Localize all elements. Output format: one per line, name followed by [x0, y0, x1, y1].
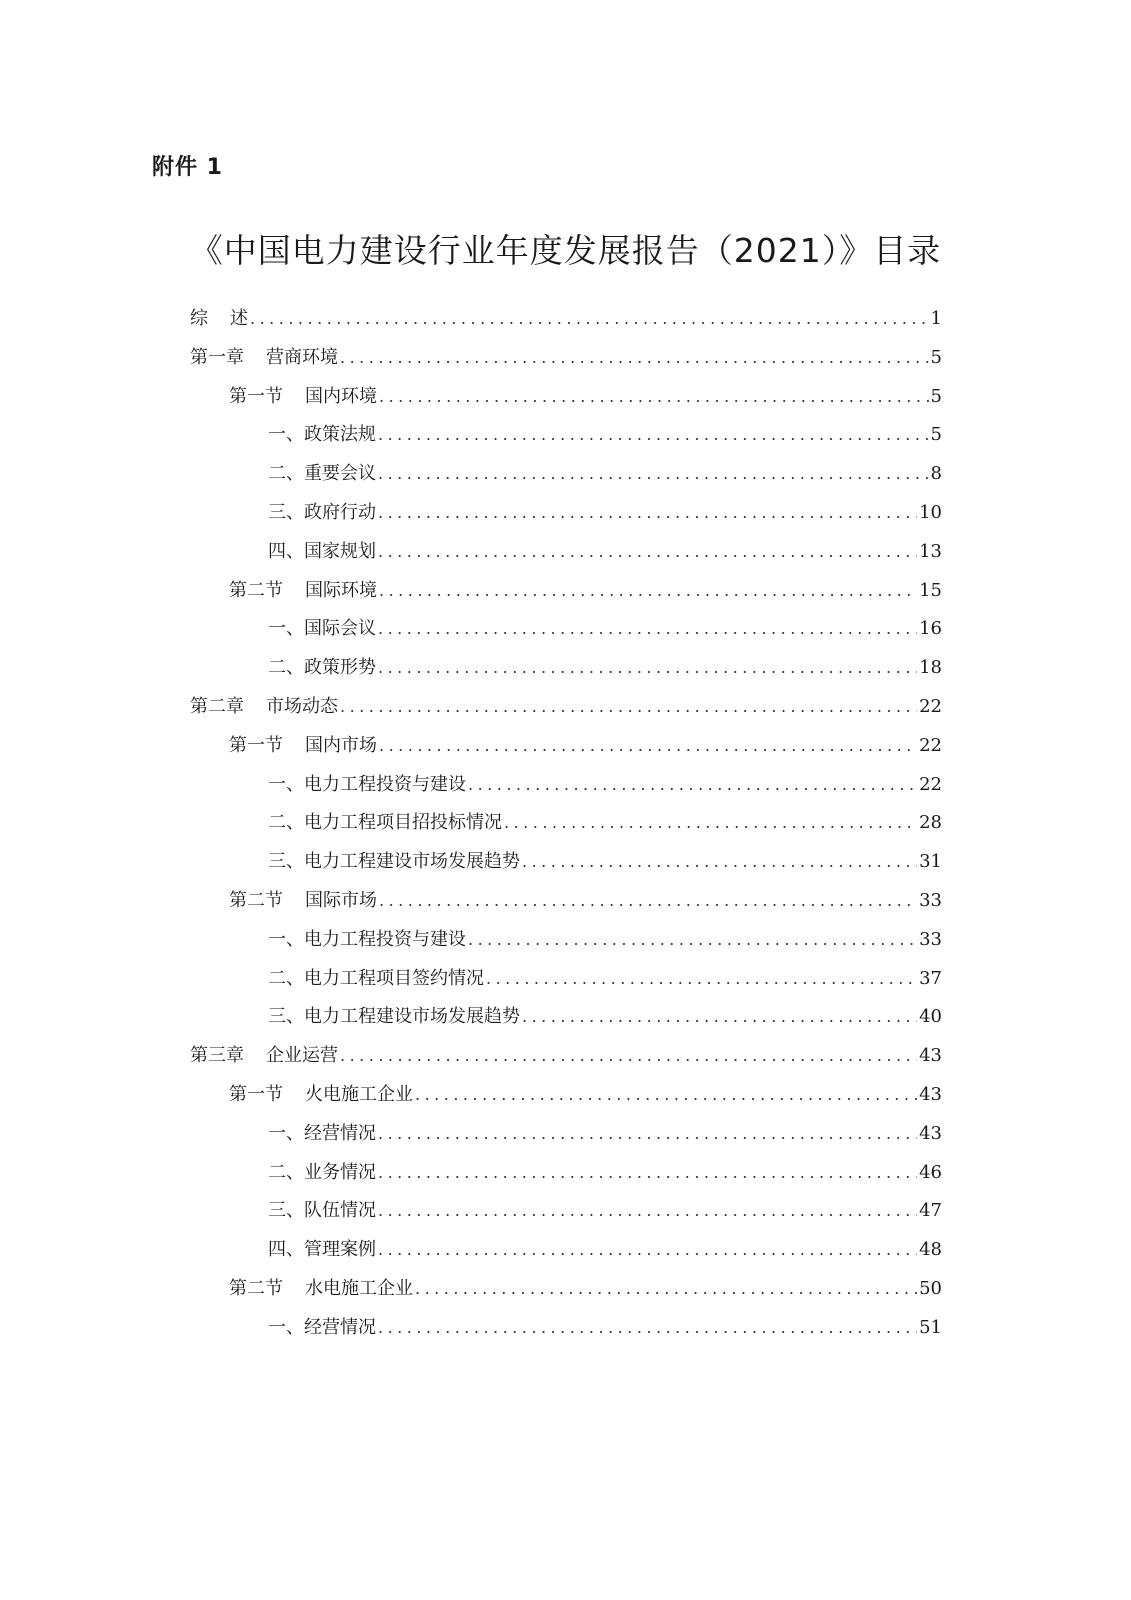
toc-page-number: 5 [930, 346, 942, 368]
toc-entry-line [268, 809, 942, 837]
toc-entry-label [190, 693, 338, 721]
document-title: 《中国电力建设行业年度发展报告（2021）》目录 [189, 231, 942, 270]
toc-entry-label [190, 305, 248, 333]
toc-entry-gap [283, 732, 305, 760]
toc-entry-line [190, 305, 942, 333]
toc-dot-leader [378, 615, 917, 643]
toc-entry[interactable] [0, 965, 1131, 1004]
toc-entry-gap [244, 1042, 266, 1070]
toc-dot-leader [486, 965, 917, 993]
toc-entry-label [268, 1197, 376, 1225]
toc-entry[interactable] [0, 1159, 1131, 1198]
toc-page-number: 8 [930, 463, 942, 485]
toc-page-number: 40 [919, 1006, 942, 1028]
toc-entry[interactable] [0, 771, 1131, 810]
toc-page-number: 18 [919, 657, 942, 679]
toc-entry-label [268, 1159, 376, 1187]
toc-entry-line [268, 460, 942, 488]
toc-entry[interactable] [0, 577, 1131, 616]
toc-dot-leader [340, 693, 917, 721]
toc-entry-line [229, 887, 942, 915]
toc-entry-text: 四、国家规划 [268, 540, 376, 562]
toc-entry-label [190, 1042, 338, 1070]
toc-entry-line [229, 577, 942, 605]
toc-entry-label [268, 499, 376, 527]
toc-entry-label [229, 383, 377, 411]
toc-page-number: 31 [919, 851, 942, 873]
toc-entry-text: 火电施工企业 [305, 1083, 413, 1105]
toc-entry-text: 一、经营情况 [268, 1122, 376, 1144]
toc-page-number: 43 [919, 1083, 942, 1105]
toc-entry-prefix: 第一节 [229, 734, 283, 756]
toc-entry-prefix: 第一节 [229, 385, 283, 407]
toc-entry-label [268, 1003, 520, 1031]
toc-dot-leader [378, 1159, 917, 1187]
toc-entry-text: 市场动态 [266, 695, 338, 717]
toc-entry-label [268, 848, 520, 876]
toc-entry-gap [208, 305, 230, 333]
toc-page-number: 43 [919, 1045, 942, 1067]
toc-entry[interactable] [0, 1314, 1131, 1353]
toc-dot-leader [340, 344, 929, 372]
toc-page-number: 5 [930, 424, 942, 446]
toc-page-number: 1 [930, 308, 942, 329]
toc-entry[interactable] [0, 848, 1131, 887]
toc-dot-leader [378, 499, 917, 527]
toc-entry[interactable] [0, 732, 1131, 771]
toc-entry-label [268, 421, 376, 449]
toc-entry-line [268, 421, 942, 449]
toc-page-number: 22 [919, 734, 942, 756]
toc-entry[interactable] [0, 538, 1131, 577]
toc-entry[interactable] [0, 1197, 1131, 1236]
toc-entry-label [268, 654, 376, 682]
toc-entry-label [268, 1120, 376, 1148]
toc-entry-line [268, 965, 942, 993]
toc-entry-line [268, 1120, 942, 1148]
toc-entry-text: 三、政府行动 [268, 501, 376, 523]
toc-dot-leader [378, 1314, 917, 1342]
toc-page-number: 22 [919, 695, 942, 717]
toc-dot-leader [378, 1197, 917, 1225]
toc-entry-text: 二、重要会议 [268, 463, 376, 485]
toc-entry[interactable] [0, 887, 1131, 926]
toc-entry-label [229, 887, 377, 915]
attachment-label: 附件 1 [152, 155, 223, 180]
table-of-contents [0, 305, 1131, 1353]
toc-page-number: 5 [930, 385, 942, 407]
toc-dot-leader [379, 887, 917, 915]
toc-page-number: 28 [919, 812, 942, 834]
toc-page-number: 15 [919, 579, 942, 601]
toc-entry-text: 一、电力工程投资与建设 [268, 928, 466, 950]
toc-dot-leader [504, 809, 917, 837]
toc-entry-text: 国内环境 [305, 385, 377, 407]
toc-page-number: 47 [919, 1200, 942, 1222]
toc-entry-line [268, 1314, 942, 1342]
toc-entry-line [229, 1081, 942, 1109]
toc-entry-text: 二、电力工程项目招投标情况 [268, 812, 502, 834]
toc-entry-text: 一、经营情况 [268, 1316, 376, 1338]
toc-entry-text: 三、电力工程建设市场发展趋势 [268, 851, 520, 873]
toc-entry-line [268, 1159, 942, 1187]
toc-entry[interactable] [0, 1275, 1131, 1314]
toc-entry[interactable] [0, 499, 1131, 538]
toc-entry-text: 二、业务情况 [268, 1161, 376, 1183]
toc-entry-line [268, 1236, 942, 1264]
toc-entry-label [268, 965, 484, 993]
toc-dot-leader [415, 1275, 917, 1303]
toc-entry-label [229, 1081, 413, 1109]
toc-entry-text: 水电施工企业 [305, 1277, 413, 1299]
toc-dot-leader [379, 383, 929, 411]
toc-entry-line [268, 1197, 942, 1225]
toc-page-number: 10 [919, 501, 942, 523]
toc-entry-label [268, 615, 376, 643]
toc-entry-gap [283, 887, 305, 915]
toc-dot-leader [378, 538, 917, 566]
toc-entry-line [190, 1042, 942, 1070]
toc-entry-prefix: 第二节 [229, 1277, 283, 1299]
toc-entry-gap [283, 383, 305, 411]
toc-dot-leader [379, 732, 917, 760]
toc-entry-label [268, 771, 466, 799]
toc-entry-line [229, 1275, 942, 1303]
toc-entry-prefix: 第二节 [229, 889, 283, 911]
toc-entry-text: 一、政策法规 [268, 424, 376, 446]
toc-dot-leader [379, 577, 917, 605]
toc-entry-line [229, 732, 942, 760]
toc-entry[interactable] [0, 305, 1131, 344]
toc-entry-gap [283, 577, 305, 605]
toc-dot-leader [468, 926, 917, 954]
toc-entry[interactable] [0, 809, 1131, 848]
toc-entry-label [268, 538, 376, 566]
toc-entry-gap [283, 1275, 305, 1303]
toc-page-number: 33 [919, 889, 942, 911]
toc-entry-text: 一、国际会议 [268, 618, 376, 640]
toc-entry-label [229, 1275, 413, 1303]
toc-page-number: 50 [919, 1277, 942, 1299]
toc-entry[interactable] [0, 1081, 1131, 1120]
toc-entry[interactable] [0, 1003, 1131, 1042]
toc-entry-text: 二、电力工程项目签约情况 [268, 967, 484, 989]
toc-entry-gap [244, 693, 266, 721]
toc-entry-text: 企业运营 [266, 1045, 338, 1067]
toc-entry-line [190, 693, 942, 721]
toc-dot-leader [378, 654, 917, 682]
toc-page-number: 46 [919, 1161, 942, 1183]
toc-page-number: 48 [919, 1239, 942, 1261]
toc-entry-text: 国内市场 [305, 734, 377, 756]
toc-entry-gap [283, 1081, 305, 1109]
toc-entry-label [268, 1314, 376, 1342]
toc-entry-line [268, 1003, 942, 1031]
toc-entry-text: 三、电力工程建设市场发展趋势 [268, 1006, 520, 1028]
toc-entry-label [268, 1236, 376, 1264]
toc-page-number: 43 [919, 1122, 942, 1144]
toc-dot-leader [415, 1081, 917, 1109]
toc-entry[interactable] [0, 654, 1131, 693]
toc-dot-leader [250, 305, 929, 333]
toc-entry-label [190, 344, 338, 372]
toc-page-number: 13 [919, 540, 942, 562]
toc-dot-leader [522, 1003, 917, 1031]
toc-entry-line [268, 615, 942, 643]
toc-page-number: 33 [919, 928, 942, 950]
toc-entry[interactable] [0, 383, 1131, 422]
toc-entry-label [268, 460, 376, 488]
toc-dot-leader [378, 421, 929, 449]
toc-entry-text: 营商环境 [266, 346, 338, 368]
toc-entry-line [229, 383, 942, 411]
toc-entry[interactable] [0, 1236, 1131, 1275]
toc-dot-leader [522, 848, 917, 876]
toc-page-number: 22 [919, 773, 942, 795]
toc-entry-prefix: 第二节 [229, 579, 283, 601]
toc-entry-line [268, 654, 942, 682]
toc-entry-line [268, 926, 942, 954]
toc-page-number: 51 [919, 1316, 942, 1338]
toc-dot-leader [340, 1042, 917, 1070]
toc-dot-leader [378, 1120, 917, 1148]
toc-entry-line [268, 848, 942, 876]
toc-entry-text: 述 [230, 308, 248, 329]
toc-entry-text: 国际环境 [305, 579, 377, 601]
toc-entry-label [229, 732, 377, 760]
toc-entry-prefix: 第一章 [190, 346, 244, 368]
toc-entry-text: 四、管理案例 [268, 1239, 376, 1261]
toc-entry[interactable] [0, 460, 1131, 499]
toc-page-number: 16 [919, 618, 942, 640]
toc-dot-leader [378, 460, 929, 488]
toc-dot-leader [468, 771, 917, 799]
toc-entry-line [268, 538, 942, 566]
toc-entry-text: 国际市场 [305, 889, 377, 911]
toc-entry[interactable] [0, 344, 1131, 383]
toc-entry[interactable] [0, 615, 1131, 654]
toc-page-number: 37 [919, 967, 942, 989]
toc-entry-label [268, 926, 466, 954]
toc-entry-text: 一、电力工程投资与建设 [268, 773, 466, 795]
toc-entry-line [268, 771, 942, 799]
toc-entry-label [268, 809, 502, 837]
toc-entry-prefix: 第一节 [229, 1083, 283, 1105]
toc-dot-leader [378, 1236, 917, 1264]
toc-entry-line [268, 499, 942, 527]
toc-entry-prefix: 第二章 [190, 695, 244, 717]
toc-entry-text: 二、政策形势 [268, 657, 376, 679]
toc-entry[interactable] [0, 1120, 1131, 1159]
toc-entry-label [229, 577, 377, 605]
toc-entry-gap [244, 344, 266, 372]
toc-entry-prefix: 第三章 [190, 1045, 244, 1067]
toc-entry[interactable] [0, 1042, 1131, 1081]
toc-entry[interactable] [0, 421, 1131, 460]
toc-entry-prefix: 综 [190, 308, 208, 329]
toc-entry-line [190, 344, 942, 372]
toc-entry-text: 三、队伍情况 [268, 1200, 376, 1222]
toc-entry[interactable] [0, 693, 1131, 732]
toc-entry[interactable] [0, 926, 1131, 965]
